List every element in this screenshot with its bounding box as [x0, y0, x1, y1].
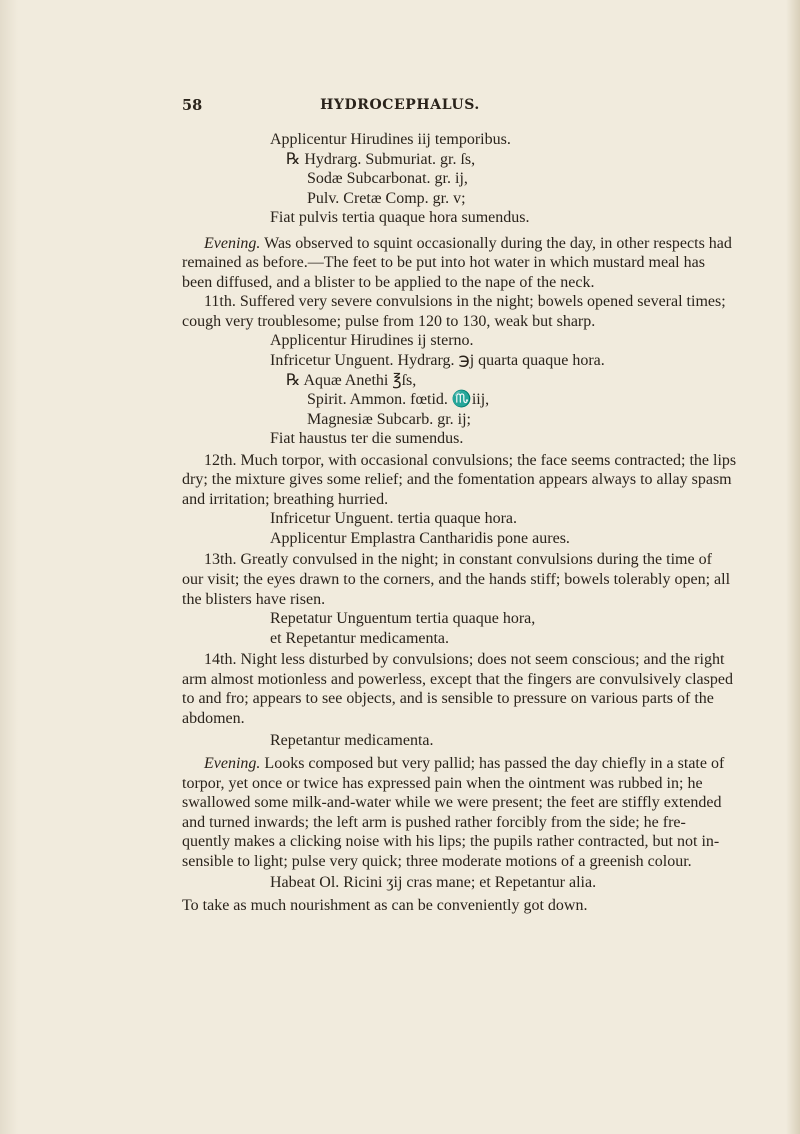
prescription-line: Applicentur Hirudines iij temporibus. [270, 131, 511, 148]
prescription-line: ℞ Hydrarg. Submuriat. gr. ſs, [286, 150, 476, 168]
paragraph-line: cough very troublesome; pulse from 120 to 130, weak but sharp. [182, 312, 596, 330]
paragraph-line: sensible to light; pulse very quick; three moderate motions of a greenish colour. [182, 852, 692, 870]
paragraph-line: swallowed some milk-and-water while we were present; the feet are stiffly extended [182, 794, 722, 812]
prescription-line: ℞ Aquæ Anethi ℥ſs, [286, 371, 417, 389]
prescription-line: Magnesiæ Subcarb. gr. ij; [307, 410, 471, 428]
paragraph-line: remained as before.—The feet to be put into hot water in which mustard meal has [182, 254, 705, 272]
paragraph-line: been diffused, and a blister to be applied to the nape of the neck. [182, 273, 595, 291]
paragraph-line: and turned inwards; the left arm is pushed rather forcibly from the side; he fre- [182, 813, 686, 831]
page-body [182, 130, 797, 915]
paragraph-line: quently makes a clicking noise with his lips; the pupils rather contracted, but not in- [182, 833, 720, 851]
closing-instruction: To take as much nourishment as can be conveniently got down. [182, 896, 588, 914]
prescription-line: Pulv. Cretæ Comp. gr. v; [307, 189, 466, 207]
prescription-line: Sodæ Subcarbonat. gr. ij, [307, 170, 468, 188]
prescription-line: Applicentur Emplastra Cantharidis pone aures. [270, 529, 570, 547]
prescription-line: et Repetantur medicamenta. [270, 629, 450, 647]
prescription-line: Infricetur Unguent. tertia quaque hora. [270, 510, 518, 528]
paragraph-text: Was observed to squint occasionally during the day, in other respects had [260, 234, 732, 252]
paragraph-line: and irritation; breathing hurried. [182, 490, 389, 508]
paragraph-line: torpor, yet once or twice has expressed pain when the ointment was rubbed in; he [182, 774, 703, 792]
paragraph-line: our visit; the eyes drawn to the corners, and the hands stiff; bowels tolerably open; all [182, 571, 731, 589]
paragraph-line: 13th. Greatly convulsed in the night; in constant convulsions during the time of [204, 551, 712, 569]
paragraph-line: arm almost motionless and powerless, except that the fingers are convulsively clasped [182, 670, 733, 688]
prescription-line: Habeat Ol. Ricini ʒij cras mane; et Repetantur alia. [270, 874, 597, 892]
prescription-line: Fiat pulvis tertia quaque hora sumendus. [270, 209, 530, 227]
paragraph-line: abdomen. [182, 709, 245, 727]
prescription-line: Spirit. Ammon. fœtid. ♏iij, [307, 391, 490, 409]
evening-heading: Evening. [204, 234, 261, 252]
paragraph-line: to and fro; appears to see objects, and is sensible to pressure on various parts of the [182, 690, 714, 708]
paragraph-line: the blisters have risen. [182, 590, 326, 608]
paragraph-line [182, 234, 797, 254]
running-title: HYDROCEPHALUS. [320, 97, 480, 113]
paragraph-line [182, 754, 797, 774]
evening-heading: Evening. [204, 754, 261, 772]
prescription-line: Fiat haustus ter die sumendus. [270, 430, 464, 448]
prescription-line: Repetatur Unguentum tertia quaque hora, [270, 610, 536, 628]
paragraph-text: Looks composed but very pallid; has passed the day chiefly in a state of [260, 754, 725, 772]
page-header [0, 97, 800, 117]
prescription-line: Applicentur Hirudines ij sterno. [270, 332, 474, 350]
paragraph-line: 14th. Night less disturbed by convulsions; does not seem conscious; and the right [204, 651, 725, 669]
page-number: 58 [182, 97, 203, 114]
paragraph-line: 12th. Much torpor, with occasional convulsions; the face seems contracted; the lips [204, 451, 737, 469]
prescription-line: Repetantur medicamenta. [270, 732, 434, 750]
prescription-line: Infricetur Unguent. Hydrarg. ℈j quarta quaque hora. [270, 352, 605, 370]
paragraph-line: dry; the mixture gives some relief; and the fomentation appears always to allay spasm [182, 471, 732, 489]
paragraph-line: 11th. Suffered very severe convulsions in the night; bowels opened several times; [204, 293, 726, 311]
